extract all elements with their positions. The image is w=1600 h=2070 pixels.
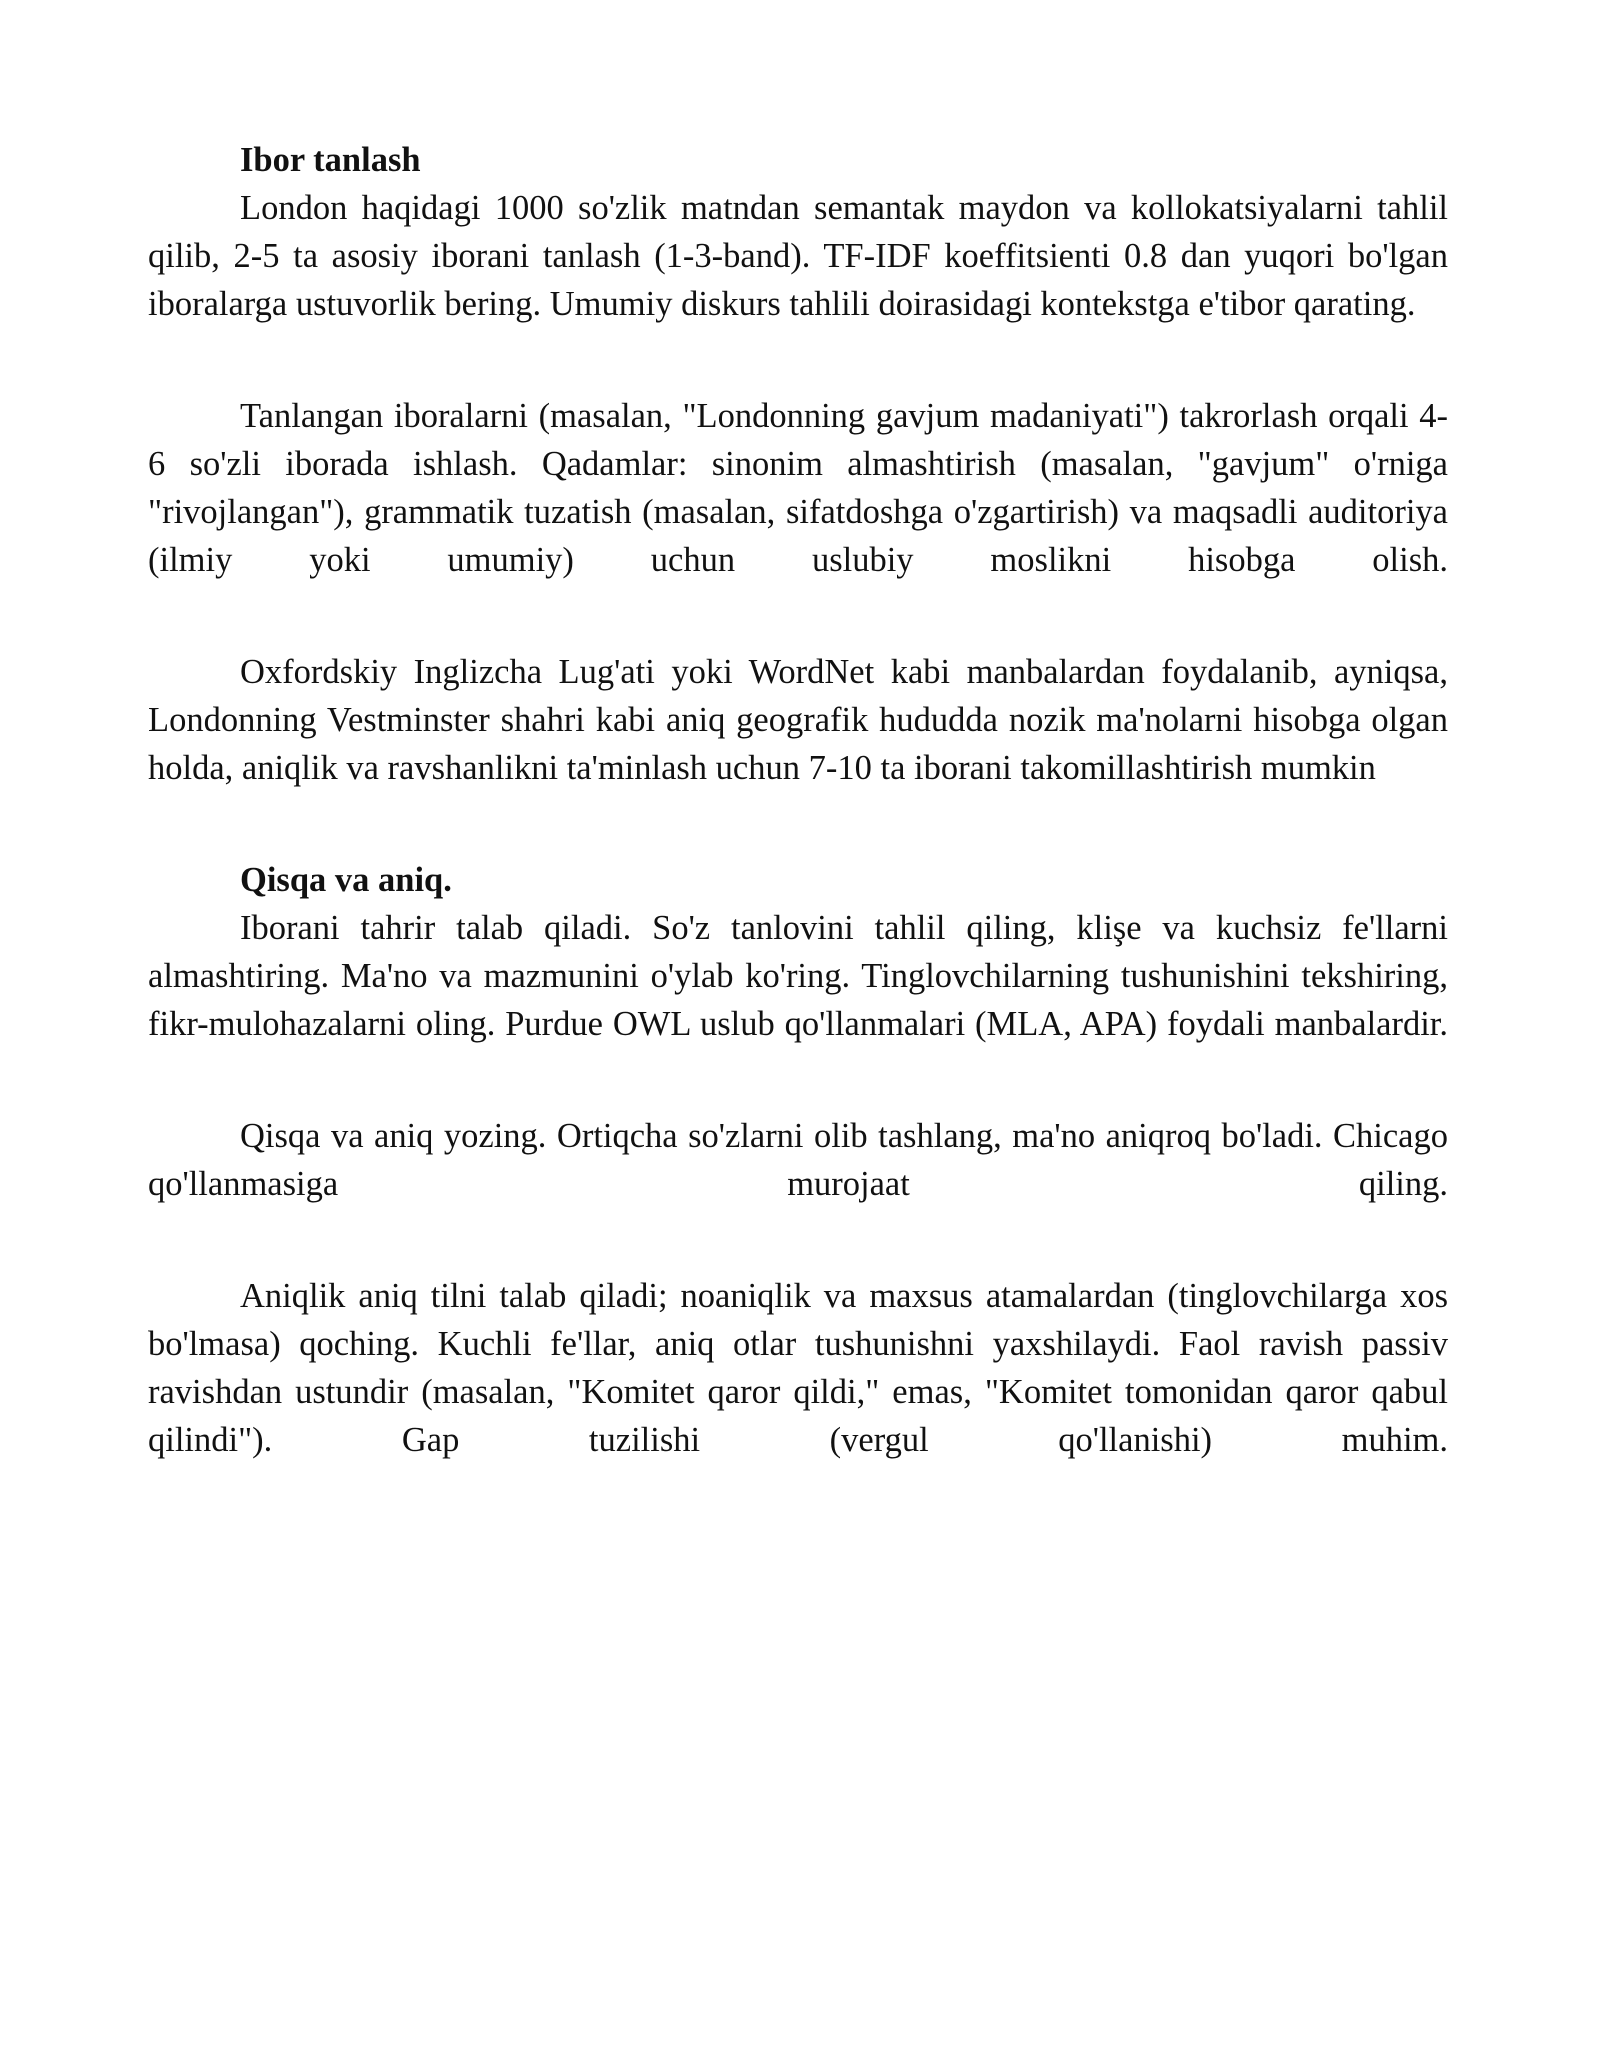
paragraph: Tanlangan iboralarni (masalan, "Londonning gavjum madaniyati") takrorlash orqali 4-6 so'zli iborada ishlash. Qadamlar: sinonim almashtirish (masalan, "gavjum" o'rniga "rivojlangan"), grammatik tuzatish (masalan, sifatdoshga o'zgartirish) va maqsadli auditoriya (ilmiy yoki umumiy) uchun uslubiy moslikni hisobga olish. (148, 397, 1448, 579)
section-heading-qisqa-va-aniq: Qisqa va aniq. (240, 861, 452, 899)
section-heading-ibor-tanlash: Ibor tanlash (240, 141, 421, 179)
paragraph: London haqidagi 1000 so'zlik matndan semantak maydon va kollokatsiyalarni tahlil qilib, 2-5 ta asosiy iborani tanlash (1-3-band). TF-IDF koeffitsienti 0.8 dan yuqori bo'lgan iboralarga ustuvorlik bering. Umumiy diskurs tahlili doirasidagi kontekstga e'tibor qarating. (148, 189, 1448, 323)
paragraph: Qisqa va aniq yozing. Ortiqcha so'zlarni olib tashlang, ma'no aniqroq bo'ladi. Chicago qo'llanmasiga murojaat qiling. (148, 1117, 1448, 1203)
document-page (148, 136, 1448, 1464)
paragraph: Iborani tahrir talab qiladi. So'z tanlovini tahlil qiling, klişe va kuchsiz fe'llarni almashtiring. Ma'no va mazmunini o'ylab ko'ring. Tinglovchilarning tushunishini tekshiring, fikr-mulohazalarni oling. Purdue OWL uslub qo'llanmalari (MLA, APA) foydali manbalardir. (148, 909, 1448, 1043)
paragraph: Oxfordskiy Inglizcha Lug'ati yoki WordNet kabi manbalardan foydalanib, ayniqsa, Londonning Vestminster shahri kabi aniq geografik hududda nozik ma'nolarni hisobga olgan holda, aniqlik va ravshanlikni ta'minlash uchun 7-10 ta iborani takomillashtirish mumkin (148, 653, 1448, 787)
paragraph: Aniqlik aniq tilni talab qiladi; noaniqlik va maxsus atamalardan (tinglovchilarga xos bo'lmasa) qoching. Kuchli fe'llar, aniq otlar tushunishni yaxshilaydi. Faol ravish passiv ravishdan ustundir (masalan, "Komitet qaror qildi," emas, "Komitet tomonidan qaror qabul qilindi"). Gap tuzilishi (vergul qo'llanishi) muhim. (148, 1277, 1448, 1459)
